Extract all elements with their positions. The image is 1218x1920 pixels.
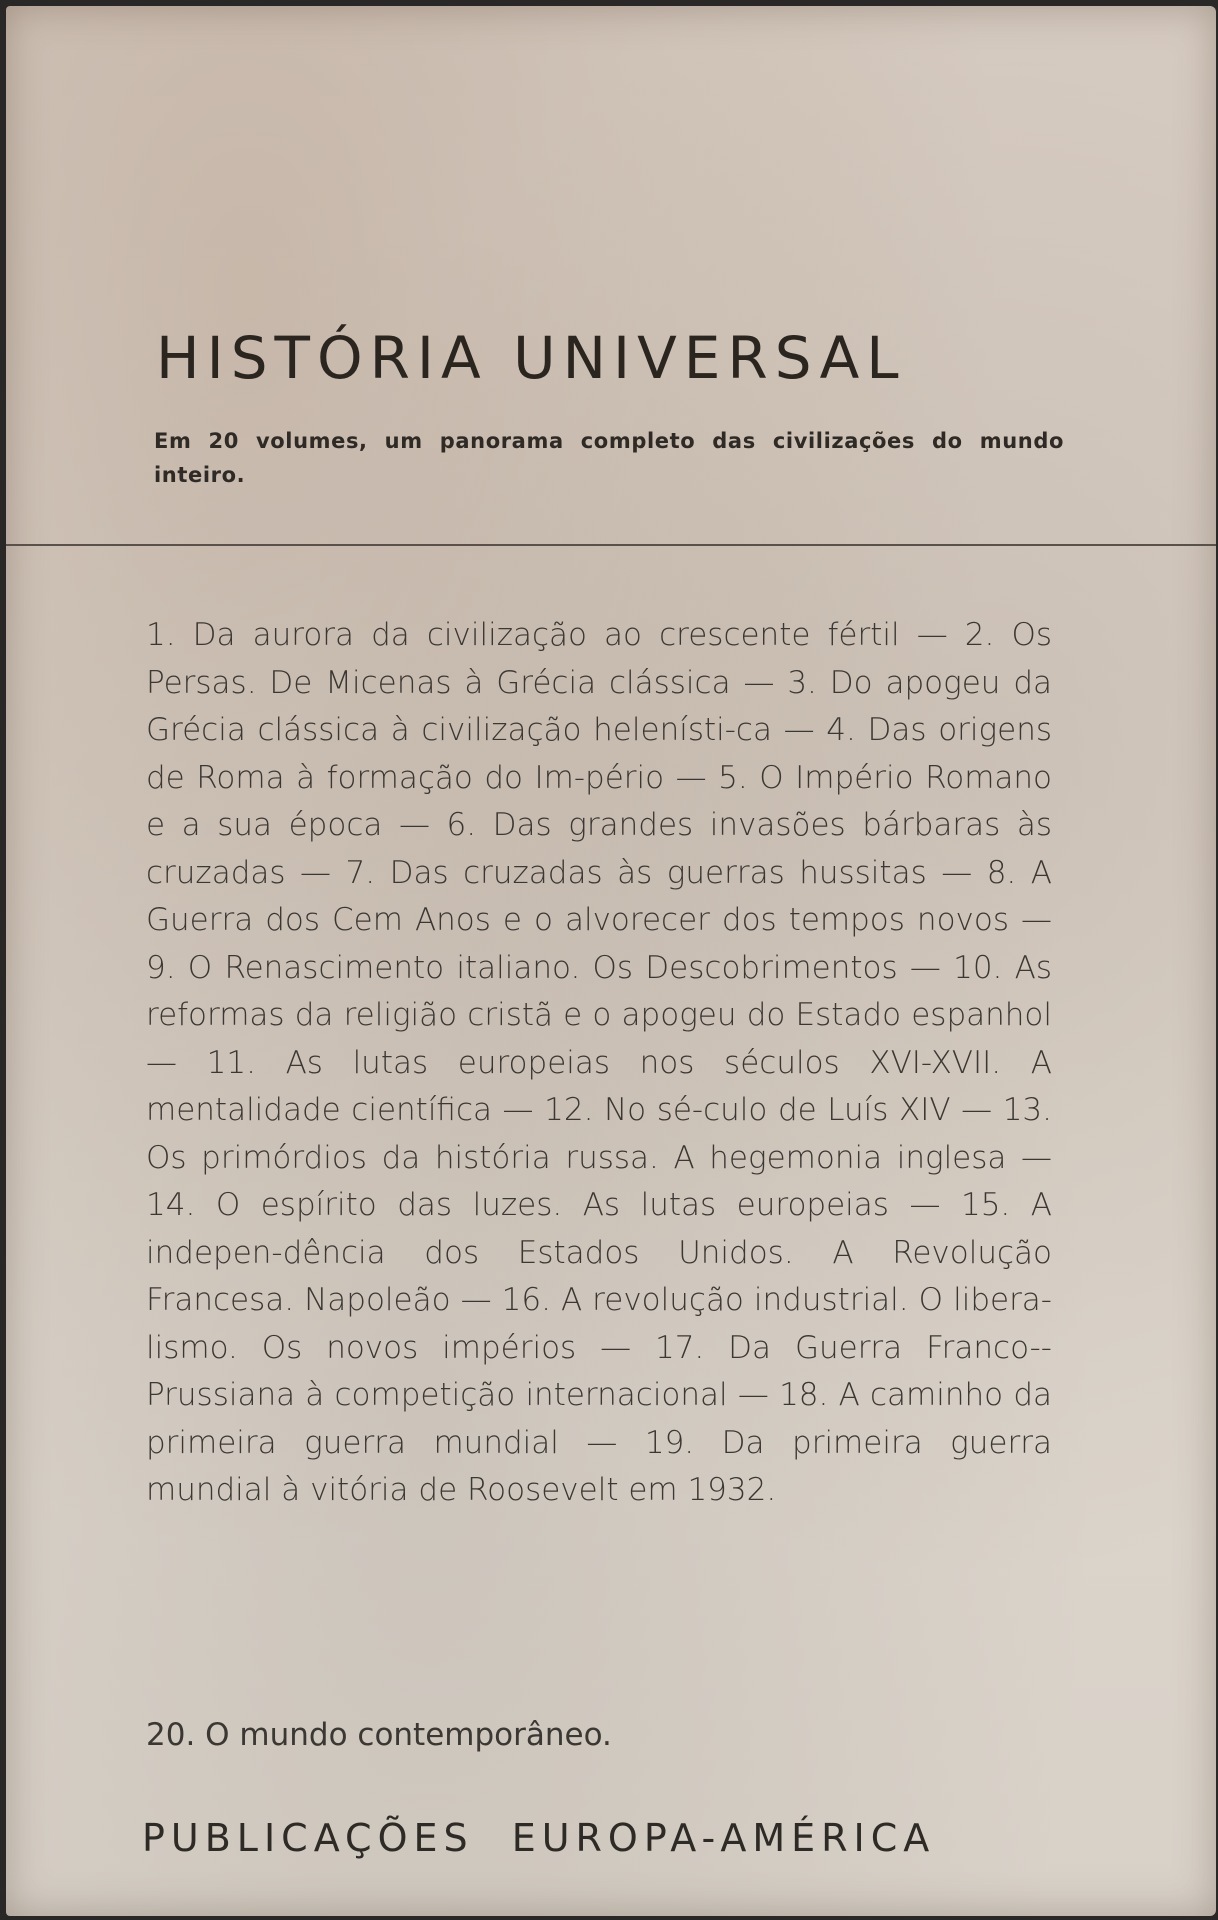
publisher-name: PUBLICAÇÕES EUROPA-AMÉRICA <box>142 1816 936 1860</box>
volume-20: 20. O mundo contemporâneo. <box>146 1717 612 1753</box>
divider-line <box>6 544 1216 546</box>
book-back-cover <box>6 6 1216 1916</box>
series-title: HISTÓRIA UNIVERSAL <box>156 324 906 392</box>
series-subtitle: Em 20 volumes, um panorama completo das civilizações do mundo inteiro. <box>154 429 1064 487</box>
volume-list: 1. Da aurora da civilização ao crescente fértil — 2. Os Persas. De Micenas à Grécia clássica — 3. Do apogeu da Grécia clássica à civilização helenísti-ca — 4. Das origens de Roma à formação do Im-pério — 5. O Império Romano e a sua época — 6. Das grandes invasões bárbaras às cruzadas — 7. Das cruzadas às guerras hussitas — 8. A Guerra dos Cem Anos e o alvorecer dos tempos novos — 9. O Renascimento italiano. Os Descobrimentos — 10. As reformas da religião cristã e o apogeu do Estado espanhol — 11. As lutas europeias nos séculos XVI-XVII. A mentalidade científica — 12. No sé-culo de Luís XIV — 13. Os primórdios da história russa. A hegemonia inglesa — 14. O espírito das luzes. As lutas europeias — 15. A indepen-dência dos Estados Unidos. A Revolução Francesa. Napoleão — 16. A revolução industrial. O libera-lismo. Os novos impérios — 17. Da Guerra Franco--Prussiana à competição internacional — 18. A caminho da primeira guerra mundial — 19. Da primeira guerra mundial à vitória de Roosevelt em 1932. <box>146 617 1052 1508</box>
